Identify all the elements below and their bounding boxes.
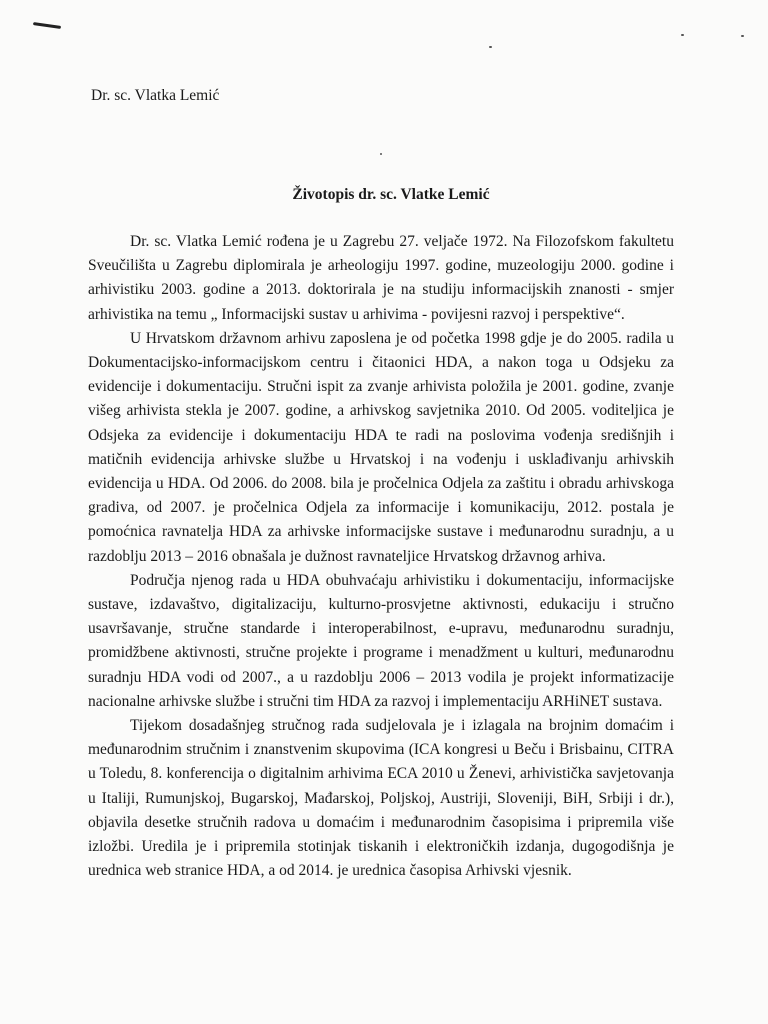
document-body xyxy=(88,230,674,883)
scan-speck xyxy=(489,46,492,48)
scan-speck xyxy=(380,153,382,155)
scan-mark xyxy=(33,22,61,29)
paragraph-education: Dr. sc. Vlatka Lemić rođena je u Zagrebu 27. veljače 1972. Na Filozofskom fakultetu Sveučilišta u Zagrebu diplomirala je arheologiju 1997. godine, muzeologiju 2000. godine i arhivistiku 2003. godine a 2013. doktorirala je na studiju informacijskih znanosti - smjer arhivistika na temu „ Informacijski sustav u arhivima - povijesni razvoj i perspektive“. xyxy=(88,233,674,323)
scan-speck xyxy=(681,34,684,36)
paragraph-work-areas: Područja njenog rada u HDA obuhvaćaju arhivistiku i dokumentaciju, informacijske sustave, izdavaštvo, digitalizaciju, kulturno-prosvjetne aktivnosti, edukaciju i stručno usavršavanje, stručne standarde i interoperabilnost, e-upravu, međunarodnu suradnju, promidžbene aktivnosti, stručne projekte i programe i menadžment u kulturi, međunarodnu suradnju HDA vodi od 2007., a u razdoblju 2006 – 2013 vodila je projekt informatizacije nacionalne arhivske službe i stručni tim HDA za razvoj i implementaciju ARHiNET sustava. xyxy=(88,571,674,710)
author-name: Dr. sc. Vlatka Lemić xyxy=(91,87,220,104)
paragraph-employment: U Hrvatskom državnom arhivu zaposlena je od početka 1998 gdje je do 2005. radila u Dokumentacijsko-informacijskom centru i čitaonici HDA, a nakon toga u Odsjeku za evidencije i dokumentaciju. Stručni ispit za zvanje arhivista položila je 2001. godine, zvanje višeg arhivista stekla je 2007. godine, a arhivskog savjetnika 2010. Od 2005. voditeljica je Odsjeka za evidencije i dokumentaciju HDA te radi na poslovima vođenja središnjih i matičnih evidencija arhivske službe u Hrvatskoj i na vođenju i usklađivanju arhivskih evidencija u HDA. Od 2006. do 2008. bila je pročelnica Odjela za zaštitu i obradu arhivskoga gradiva, od 2007. je pročelnica Odjela za informacije i komunikaciju, 2012. postala je pomoćnica ravnatelja HDA za arhivske informacijske sustave i međunarodnu suradnju, a u razdoblju 2013 – 2016 obnašala je dužnost ravnateljice Hrvatskog državnog arhiva. xyxy=(88,329,674,565)
document-title: Životopis dr. sc. Vlatke Lemić xyxy=(292,186,490,203)
paragraph-conferences: Tijekom dosadašnjeg stručnog rada sudjelovala je i izlagala na brojnim domaćim i međunarodnim stručnim i znanstvenim skupovima (ICA kongresi u Beču i Brisbainu, CITRA u Toledu, 8. konferencija o digitalnim arhivima ECA 2010 u Ženevi, arhivistička savjetovanja u Italiji, Rumunjskoj, Bugarskoj, Mađarskoj, Poljskoj, Austriji, Sloveniji, BiH, Srbiji i dr.), objavila desetke stručnih radova u domaćim i međunarodnim časopisima i pripremila više izložbi. Uredila je i pripremila stotinjak tiskanih i elektroničkih izdanja, dugogodišnja je urednica web stranice HDA, a od 2014. je urednica časopisa Arhivski vjesnik. xyxy=(88,717,674,880)
scan-speck xyxy=(741,35,744,37)
